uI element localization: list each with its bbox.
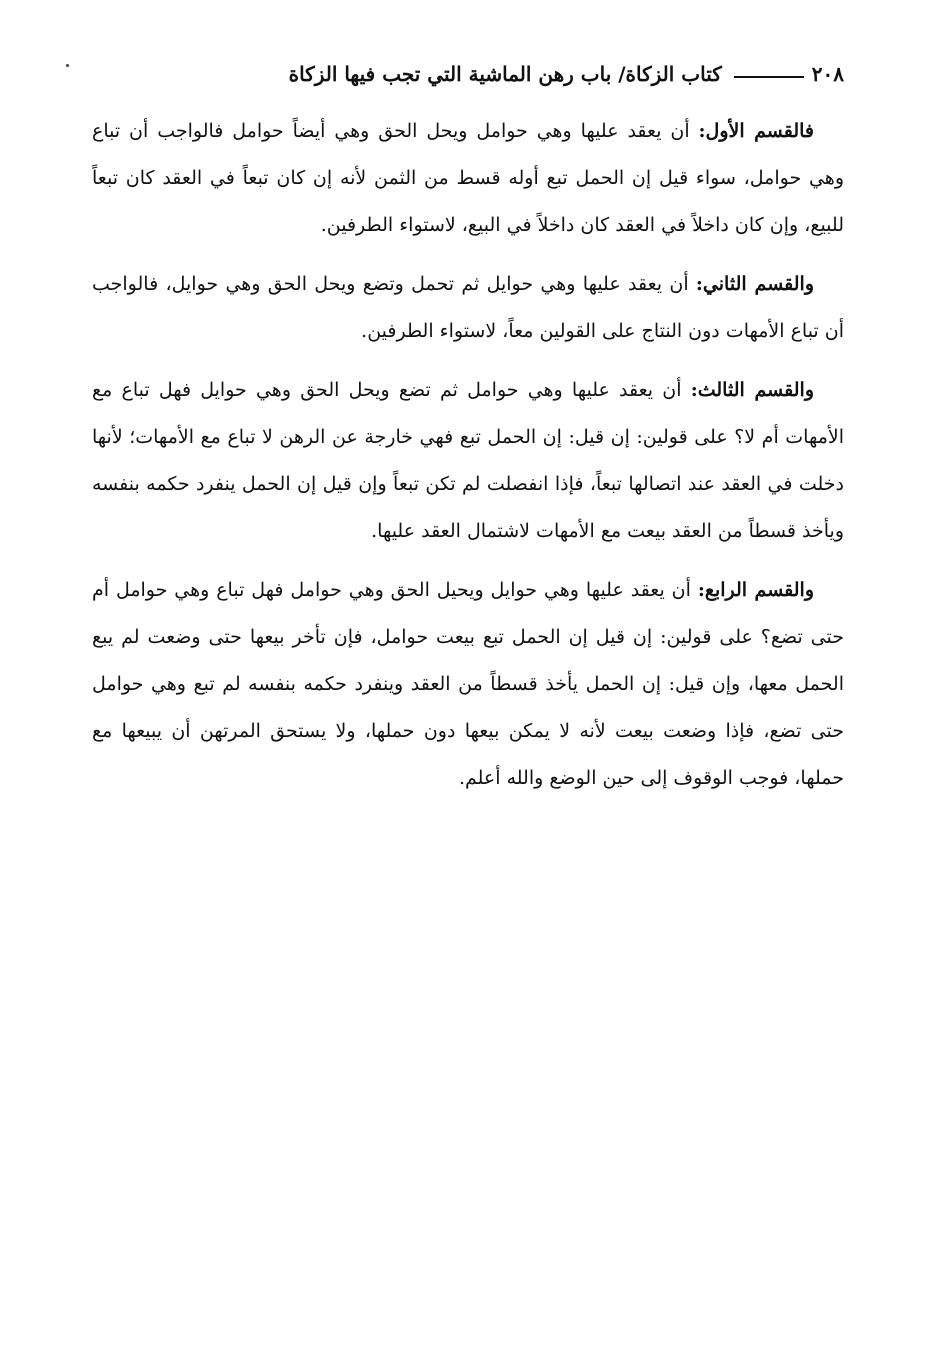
- paragraph-section-1: [92, 108, 844, 249]
- paragraph-text: أن يعقد عليها وهي حوايل ثم تحمل وتضع ويحل الحق وهي حوايل، فالواجب أن تباع الأمهات دون النتاج على القولين معاً، لاستواء الطرفين.: [92, 273, 844, 342]
- paragraph-section-2: [92, 261, 844, 355]
- header-rule: [734, 76, 804, 78]
- paragraph-section-4: [92, 567, 844, 802]
- section-label: والقسم الرابع:: [697, 579, 814, 601]
- paragraph-text: أن يعقد عليها وهي حوامل ثم تضع ويحل الحق وهي حوايل فهل تباع مع الأمهات أم لا؟ على قولين: إن قيل: إن الحمل تبع فهي خارجة عن الرهن لا تباع مع الأمهات؛ لأنها دخلت في العقد عند اتصالها تبعاً، فإذا انفصلت لم تكن تبعاً وإن قيل إن الحمل ينفرد حكمه بنفسه ويأخذ قسطاً من العقد بيعت مع الأمهات لاشتمال العقد عليها.: [92, 379, 844, 542]
- scan-speck: [66, 64, 69, 67]
- body-text: [92, 108, 844, 814]
- paragraph-text: أن يعقد عليها وهي حوايل ويحيل الحق وهي حوامل فهل تباع وهي حوامل أم حتى تضع؟ على قولين: إن قيل إن الحمل تبع بيعت حوامل، فإن تأخر بيعها حتى وضعت لم يبع الحمل معها، وإن قيل: إن الحمل يأخذ قسطاً من العقد وينفرد حكمه بنفسه لم تبع وهي حوامل حتى تضع، فإذا وضعت بيعت لأنه لا يمكن بيعها دون حملها، ولا يستحق المرتهن أن يبيعها مع حملها، فوجب الوقوف إلى حين الوضع والله أعلم.: [92, 579, 844, 789]
- paragraph-text: أن يعقد عليها وهي حوامل ويحل الحق وهي أيضاً حوامل فالواجب أن تباع وهي حوامل، سواء قيل إن الحمل تبع أوله قسط من الثمن لأنه إن كان تبعاً في العقد كان تبعاً للبيع، وإن كان داخلاً في العقد كان داخلاً في البيع، لاستواء الطرفين.: [92, 120, 844, 236]
- page-header: [92, 52, 844, 96]
- section-label: فالقسم الأول:: [698, 120, 815, 142]
- section-label: والقسم الثاني:: [695, 273, 814, 295]
- paragraph-section-3: [92, 367, 844, 555]
- section-label: والقسم الثالث:: [690, 379, 814, 401]
- page-number: ٢٠٨: [811, 62, 844, 86]
- running-title: كتاب الزكاة/ باب رهن الماشية التي تجب فيها الزكاة: [288, 62, 722, 86]
